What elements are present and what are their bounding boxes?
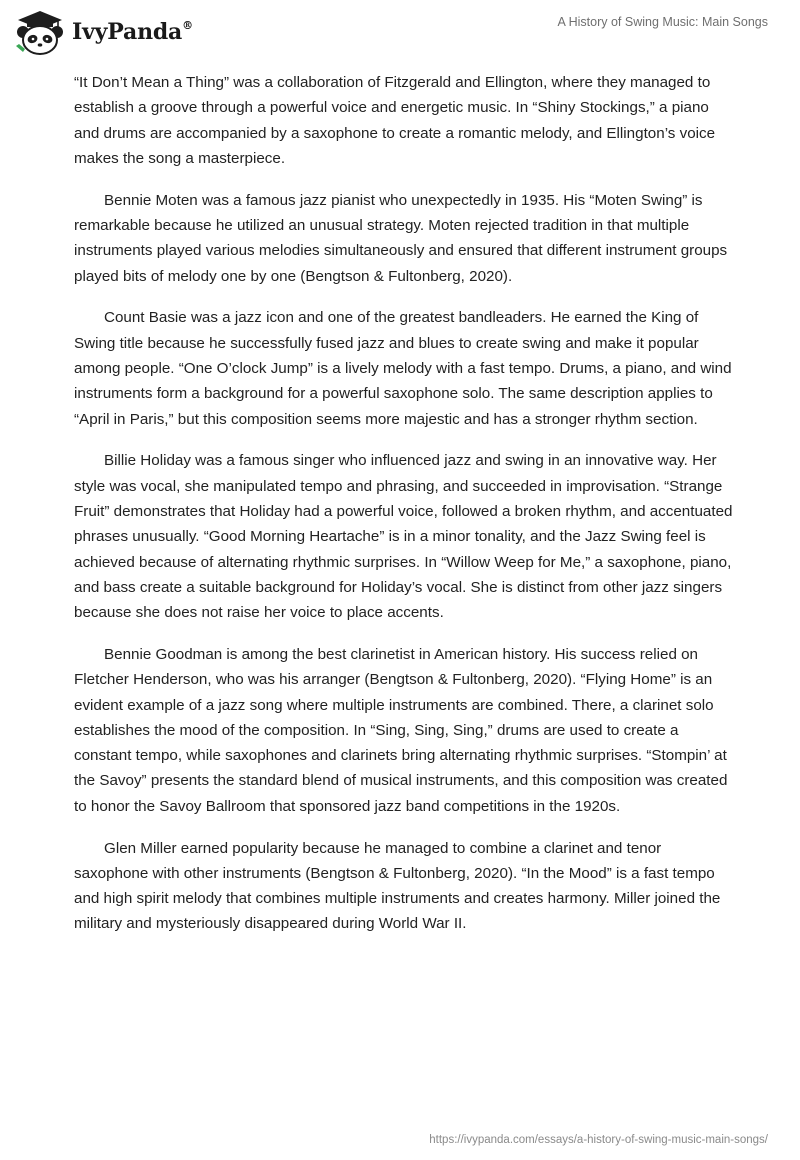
paragraph: Bennie Goodman is among the best clarinetist in American history. His success relied on Fletcher Henderson, who was his arranger (Bengtson & Fultonberg, 2020). “Flying Home” is an evident example of a jazz song where multiple instruments are combined. There, a clarinet solo establishes the mood of the composition. In “Sing, Sing, Sing,” drums are used to create a constant tempo, while saxophones and clarinets bring alternating rhythmic surprises. “Stompin’ at the Savoy” presents the standard blend of musical instruments, and this composition was created to honor the Savoy Ballroom that sponsored jazz band competitions in the 1920s. [74, 645, 728, 815]
ivypanda-logo[interactable] [14, 8, 193, 56]
panda-graduate-icon [14, 8, 66, 56]
registered-mark: ® [182, 18, 193, 32]
paragraph: Bennie Moten was a famous jazz pianist who unexpectedly in 1935. His “Moten Swing” is remarkable because he utilized an unusual strategy. Moten rejected tradition in that multiple instruments played various melodies simultaneously and ensured that different instrument groups played bits of melody one by one (Bengtson & Fultonberg, 2020). [74, 191, 728, 285]
paragraph: Billie Holiday was a famous singer who influenced jazz and swing in an innovative way. Her style was vocal, she manipulated tempo and phrasing, and succeeded in improvisation. “Strange Fruit” demonstrates that Holiday had a powerful voice, followed a broken rhythm, and accentuated phrases unusually. “Good Morning Heartache” is in a minor tonality, and the Jazz Swing feel is achieved because of alternating rhythmic surprises. In “Willow Weep for Me,” a saxophone, piano, and bass create a suitable background for Holiday’s vocal. She is distinct from other jazz singers because she does not raise her voice to place accents. [74, 452, 733, 622]
paragraph: Glen Miller earned popularity because he managed to combine a clarinet and tenor saxophone with other instruments (Bengtson & Fultonberg, 2020). “In the Mood” is a fast tempo and high spirit melody that combines multiple instruments and creates harmony. Miller joined the military and mysteriously disappeared during World War II. [74, 839, 721, 933]
source-url[interactable]: https://ivypanda.com/essays/a-history-of-swing-music-main-songs/ [429, 1134, 768, 1146]
essay-body [74, 70, 734, 953]
brand-name: IvyPanda® [72, 18, 193, 45]
page-header [0, 0, 800, 60]
document-title: A History of Swing Music: Main Songs [557, 15, 768, 29]
paragraph: “It Don’t Mean a Thing” was a collaboration of Fitzgerald and Ellington, where they managed to establish a groove through a powerful voice and energetic music. In “Shiny Stockings,” a piano and drums are accompanied by a saxophone to create a romantic melody, and Ellington’s voice makes the song a masterpiece. [74, 74, 716, 167]
paragraph: Count Basie was a jazz icon and one of the greatest bandleaders. He earned the King of Swing title because he successfully fused jazz and blues to create swing and make it popular among people. “One O’clock Jump” is a lively melody with a fast tempo. Drums, a piano, and wind instruments form a background for a powerful saxophone solo. The same description applies to “April in Paris,” but this composition seems more majestic and has a stronger rhythm section. [74, 309, 732, 428]
